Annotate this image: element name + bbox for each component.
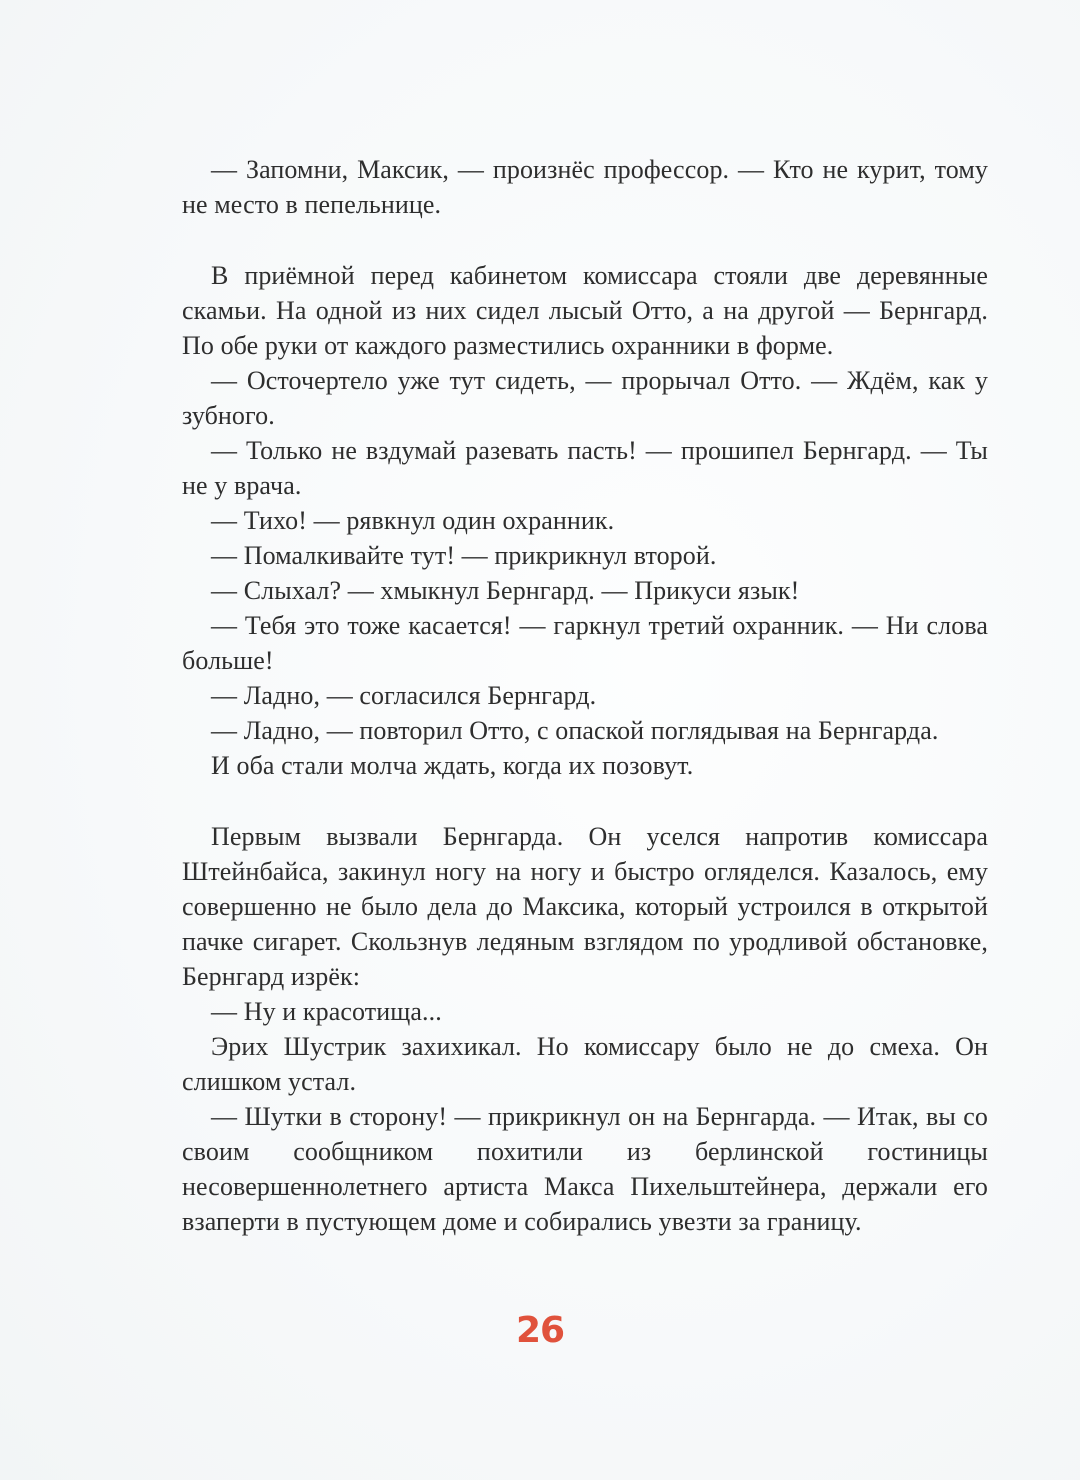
paragraph: — Шутки в сторону! — прикрикнул он на Бернгарда. — Итак, вы со своим сообщником похитили из берлинской гостиницы несовершеннолетнего артиста Макса Пихельштейнера, держали его взаперти в пустующем доме и собирались увезти за границу. [182,1102,988,1236]
paragraph: — Ну и красотища... [211,997,442,1026]
section-2 [182,258,988,783]
paragraph: — Тебя это тоже касается! — гаркнул третий охранник. — Ни слова больше! [182,611,988,675]
paragraph: — Ладно, — согласился Бернгард. [211,681,597,710]
paragraph: — Запомни, Максик, — произнёс профессор. — Кто не курит, тому не место в пепельнице. [182,155,988,219]
paragraph: И оба стали молча ждать, когда их позовут. [211,751,694,780]
paragraph: — Слыхал? — хмыкнул Бернгард. — Прикуси язык! [211,576,800,605]
paragraph: В приёмной перед кабинетом комиссара стояли две деревянные скамьи. На одной из них сидел лысый Отто, а на другой — Бернгард. По обе руки от каждого разместились охранники в форме. [182,261,988,360]
paragraph: — Помалкивайте тут! — прикрикнул второй. [211,541,717,570]
paragraph: — Ладно, — повторил Отто, с опаской поглядывая на Бернгарда. [211,716,939,745]
paragraph: Эрих Шустрик захихикал. Но комиссару было не до смеха. Он слишком устал. [182,1032,988,1096]
paragraph: — Только не вздумай разевать пасть! — прошипел Бернгард. — Ты не у врача. [182,436,988,500]
page-number: 26 [515,1310,565,1351]
paragraph: Первым вызвали Бернгарда. Он уселся напротив комиссара Штейнбайса, закинул ногу на ногу и быстро огляделся. Казалось, ему совершенно не было дела до Максика, который устроился в открытой пачке сигарет. Скользнув ледяным взглядом по уродливой обстановке, Бернгард изрёк: [182,822,988,991]
text-block [182,152,988,1239]
paragraph: — Осточертело уже тут сидеть, — прорычал Отто. — Ждём, как у зубного. [182,366,988,430]
section-1 [182,152,988,222]
paragraph: — Тихо! — рявкнул один охранник. [211,506,615,535]
section-3 [182,819,988,1239]
